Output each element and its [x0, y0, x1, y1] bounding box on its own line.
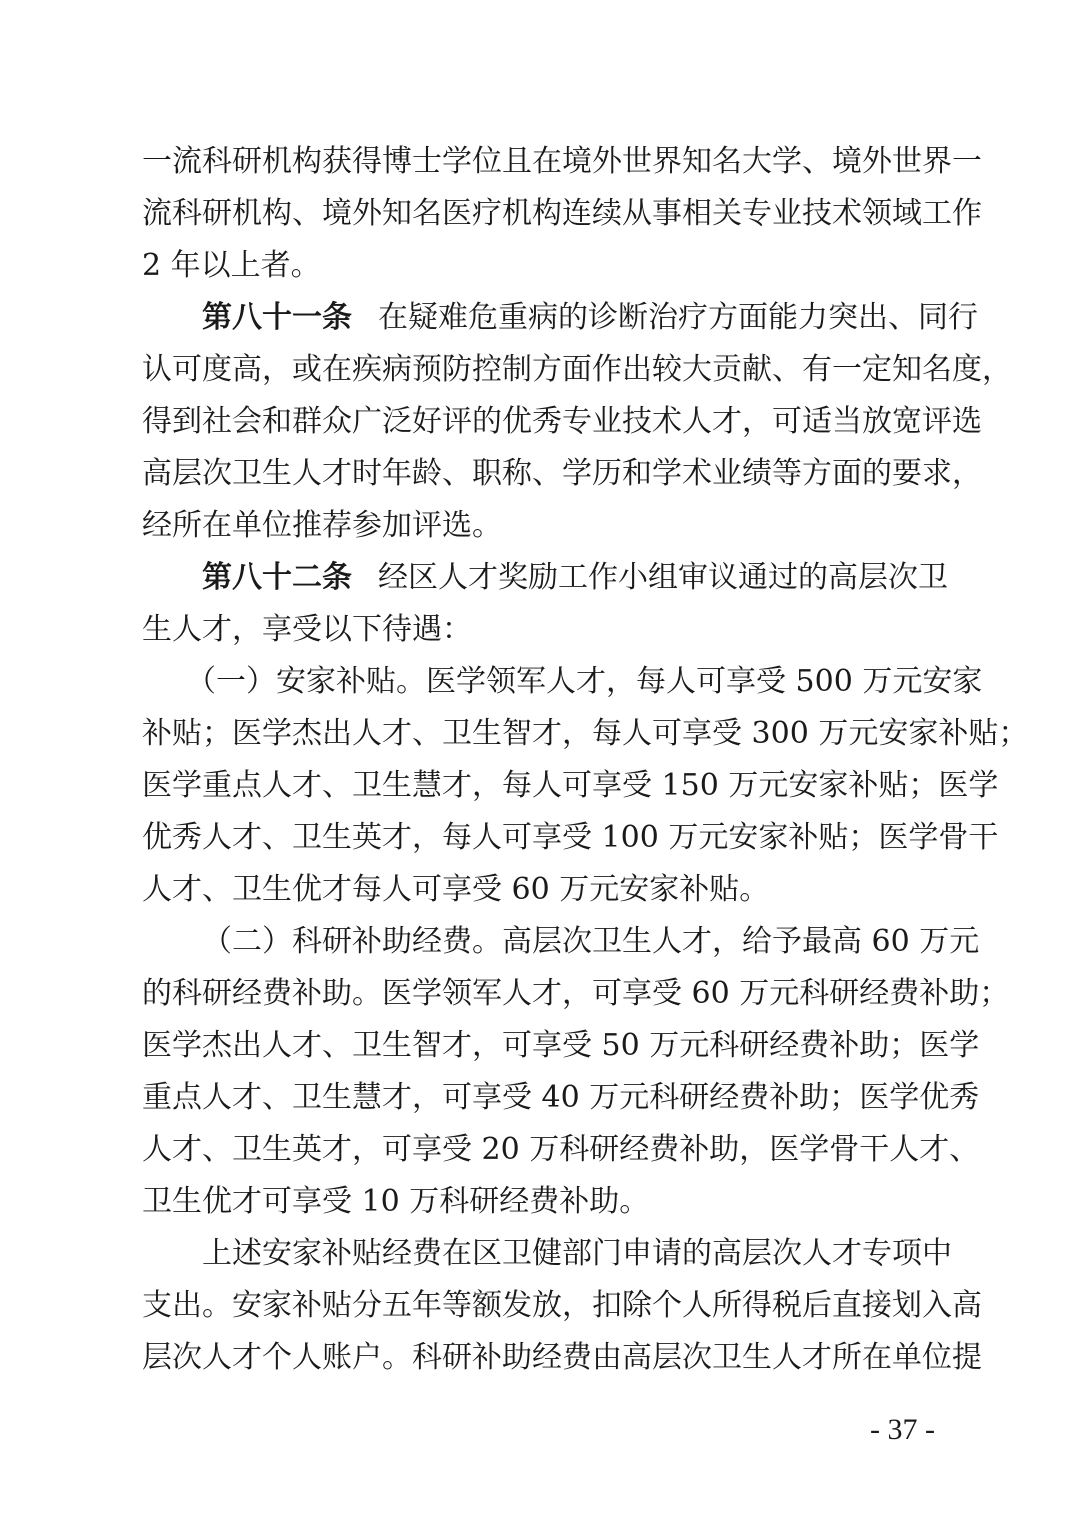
text-line: 2 年以上者。 — [142, 248, 321, 283]
item-1-first-line: （一）安家补贴。医学领军人才，每人可享受 500 万元安家 — [186, 664, 983, 699]
text-line: 医学重点人才、卫生慧才，每人可享受 150 万元安家补贴；医学 — [142, 768, 999, 803]
article-81-first-line: 第八十一条 在疑难危重病的诊断治疗方面能力突出、同行 — [202, 300, 978, 335]
page-number: - 37 - — [870, 1413, 935, 1446]
text-line: 支出。安家补贴分五年等额发放，扣除个人所得税后直接划入高 — [142, 1288, 982, 1323]
text-line: 得到社会和群众广泛好评的优秀专业技术人才，可适当放宽评选 — [142, 404, 982, 439]
paragraph-first-line: 上述安家补贴经费在区卫健部门申请的高层次人才专项中 — [202, 1236, 952, 1271]
text-line: 重点人才、卫生慧才，可享受 40 万元科研经费补助；医学优秀 — [142, 1080, 980, 1115]
text-line: 卫生优才可享受 10 万科研经费补助。 — [142, 1184, 650, 1219]
text-line: 生人才，享受以下待遇： — [142, 612, 472, 647]
text-line: 的科研经费补助。医学领军人才，可享受 60 万元科研经费补助； — [142, 976, 1010, 1011]
article-heading: 第八十二条 — [202, 560, 352, 595]
text-line: 经所在单位推荐参加评选。 — [142, 508, 502, 543]
text-line: 补贴；医学杰出人才、卫生智才，每人可享受 300 万元安家补贴； — [142, 716, 1029, 751]
text-line: 高层次卫生人才时年龄、职称、学历和学术业绩等方面的要求， — [142, 456, 982, 491]
article-82-first-line: 第八十二条 经区人才奖励工作小组审议通过的高层次卫 — [202, 560, 948, 595]
item-2-first-line: （二）科研补助经费。高层次卫生人才，给予最高 60 万元 — [202, 924, 980, 959]
document-body — [142, 136, 1029, 1384]
text-line: 流科研机构、境外知名医疗机构连续从事相关专业技术领域工作 — [142, 196, 982, 231]
text-line: 一流科研机构获得博士学位且在境外世界知名大学、境外世界一 — [142, 144, 982, 179]
text-line: 层次人才个人账户。科研补助经费由高层次卫生人才所在单位提 — [142, 1340, 982, 1375]
text-line: 优秀人才、卫生英才，每人可享受 100 万元安家补贴；医学骨干 — [142, 820, 999, 855]
text-line: 认可度高，或在疾病预防控制方面作出较大贡献、有一定知名度， — [142, 352, 1012, 387]
article-heading: 第八十一条 — [202, 300, 352, 335]
text-line: 人才、卫生英才，可享受 20 万科研经费补助，医学骨干人才、 — [142, 1132, 980, 1167]
text-line: 医学杰出人才、卫生智才，可享受 50 万元科研经费补助；医学 — [142, 1028, 980, 1063]
text-line: 人才、卫生优才每人可享受 60 万元安家补贴。 — [142, 872, 770, 907]
